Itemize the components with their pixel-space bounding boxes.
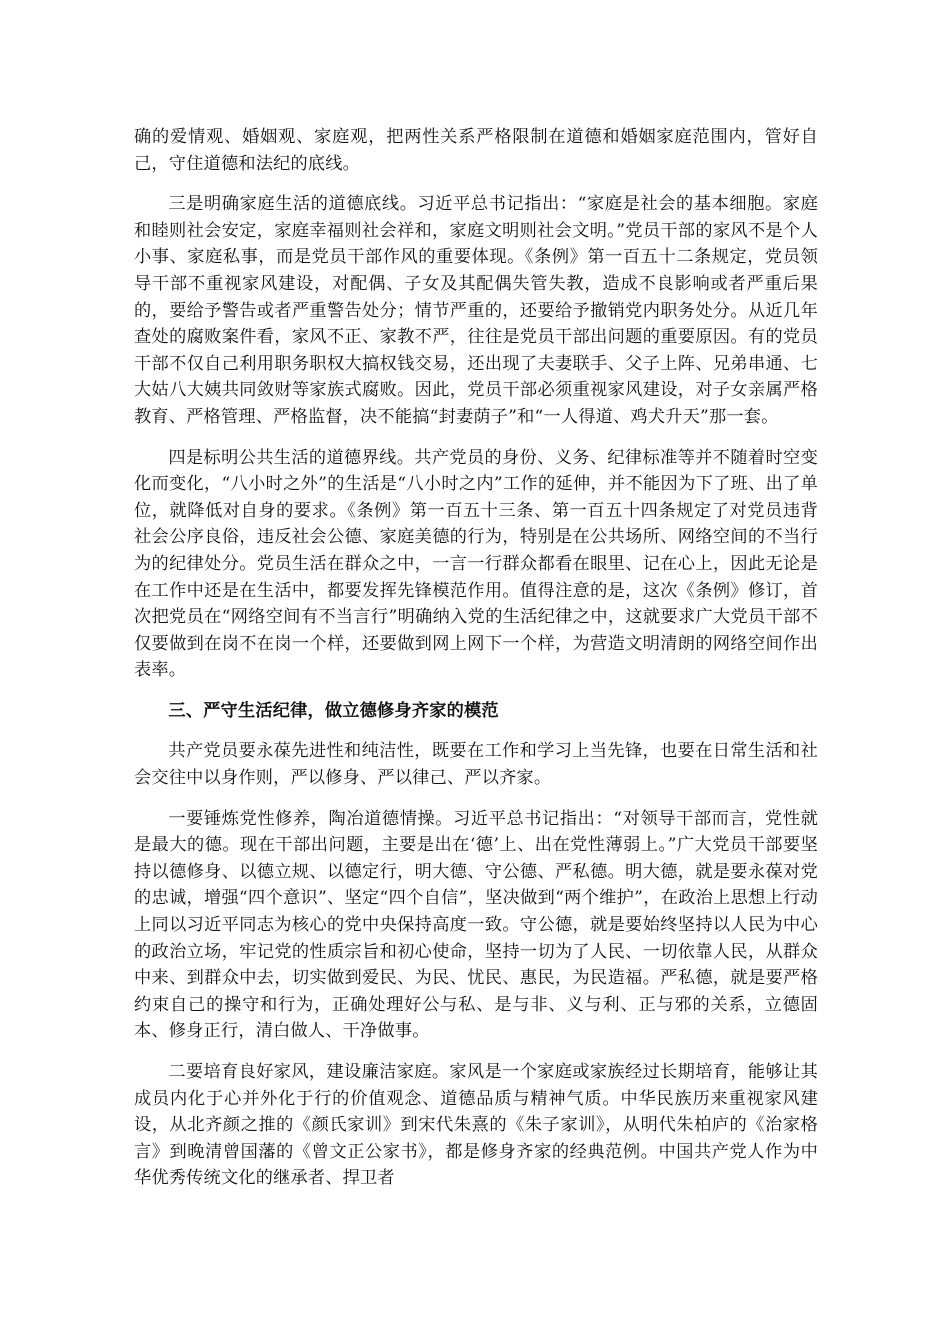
paragraph-family-life-bottom-line: 三是明确家庭生活的道德底线。习近平总书记指出：“家庭是社会的基本细胞。家庭和睦则社会安定，家庭幸福则社会祥和，家庭文明则社会文明。”党员干部的家风不是个人小事、家庭私事，而是党员干部作风的重要体现。《条例》第一百五十二条规定，党员领导干部不重视家风建设，对配偶、子女及其配偶失管失教，造成不良影响或者严重后果的，要给予警告或者严重警告处分；情节严重的，还要给予撤销党内职务处分。从近几年查处的腐败案件看，家风不正、家教不严，往往是党员干部出问题的重要原因。有的党员干部不仅自己利用职务职权大搞权钱交易，还出现了夫妻联手、父子上阵、兄弟串通、七大姑八大姨共同敛财等家族式腐败。因此，党员干部必须重视家风建设，对子女亲属严格教育、严格管理、严格监督，决不能搞“封妻荫子”和“一人得道、鸡犬升天”那一套。 [134, 194, 818, 427]
section-heading: 三、严守生活纪律，做立德修身齐家的模范 [168, 700, 499, 721]
paragraph-party-spirit: 一要锤炼党性修养，陶冶道德情操。习近平总书记指出：“对领导干部而言，党性就是最大的德。现在干部出问题，主要是出在‘德’上、出在党性薄弱上。”广大党员干部要坚持以德修身、以德立规、以德定行，明大德、守公德、严私德。明大德，就是要永葆对党的忠诚，增强“四个意识”、坚定“四个自信”，坚决做到“两个维护”，在政治上思想上行动上同以习近平同志为核心的党中央保持高度一致。守公德，就是要始终坚持以人民为中心的政治立场，牢记党的性质宗旨和初心使命，坚持一切为了人民、一切依靠人民，从群众中来、到群众中去，切实做到爱民、为民、忧民、惠民，为民造福。严私德，就是要严格约束自己的操守和行为，正确处理好公与私、是与非、义与利、正与邪的关系，立德固本、修身正行，清白做人、干净做事。 [134, 808, 818, 1042]
paragraph-section-intro: 共产党员要永葆先进性和纯洁性，既要在工作和学习上当先锋，也要在日常生活和社会交往中以身作则，严以修身、严以律己、严以齐家。 [134, 741, 818, 789]
paragraph-family-style: 二要培育良好家风，建设廉洁家庭。家风是一个家庭或家族经过长期培育，能够让其成员内化于心并外化于行的价值观念、道德品质与精神气质。中华民族历来重视家风建设，从北齐颜之推的《颜氏家训》到宋代朱熹的《朱子家训》，从明代朱柏庐的《治家格言》到晚清曾国藩的《曾文正公家书》，都是修身齐家的经典范例。中国共产党人作为中华优秀传统文化的继承者、捍卫者 [134, 1062, 818, 1189]
paragraph-continued: 确的爱情观、婚姻观、家庭观，把两性关系严格限制在道德和婚姻家庭范围内，管好自己，守住道德和法纪的底线。 [134, 127, 818, 174]
paragraph-public-life-boundary: 四是标明公共生活的道德界线。共产党员的身份、义务、纪律标准等并不随着时空变化而变化，“八小时之外”的生活是“八小时之内”工作的延伸，并不能因为下了班、出了单位，就降低对自身的要求。《条例》第一百五十三条、第一百五十四条规定了对党员违背社会公序良俗，违反社会公德、家庭美德的行为，特别是在公共场所、网络空间的不当行为的纪律处分。党员生活在群众之中，一言一行群众都看在眼里、记在心上，因此无论是在工作中还是在生活中，都要发挥先锋模范作用。值得注意的是，这次《条例》修订，首次把党员在“网络空间有不当言行”明确纳入党的生活纪律之中，这就要求广大党员干部不仅要做到在岗不在岗一个样，还要做到网上网下一个样，为营造文明清朗的网络空间作出表率。 [134, 447, 818, 681]
document-body [134, 124, 818, 1206]
